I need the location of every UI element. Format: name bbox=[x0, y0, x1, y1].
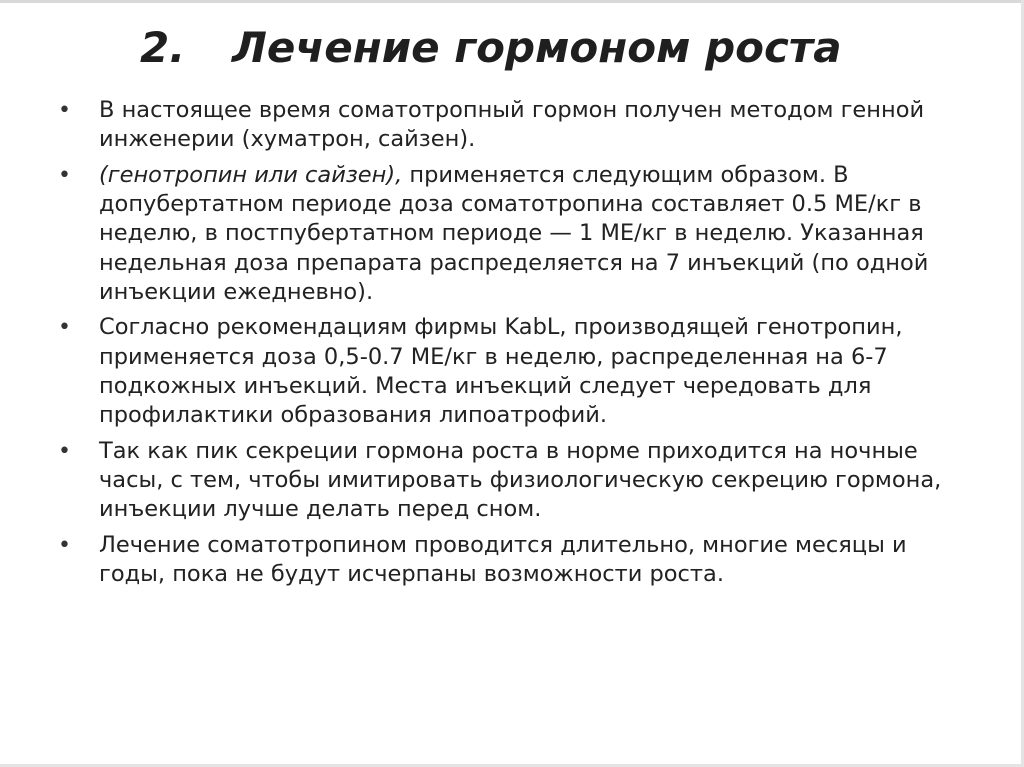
slide-title-text: Лечение гормоном роста bbox=[232, 23, 842, 72]
bullet-list bbox=[58, 96, 958, 596]
bullet-item-5 bbox=[58, 531, 958, 589]
bullet-text: применяется следующим образом. В допубертатном периоде доза соматотропина составляет 0.5 МЕ/кг в неделю, в постпубертатном периоде — 1 МЕ/кг в неделю. Указанная недельная доза препарата распределяется на 7 инъекций (по одной инъекции ежедневно). bbox=[99, 161, 929, 305]
slide-title-number: 2. bbox=[140, 23, 186, 72]
bullet-item-1 bbox=[58, 96, 958, 154]
bullet-marker: • bbox=[58, 162, 71, 188]
bullet-text: Согласно рекомендациям фирмы KabL, производящей генотропин, применяется доза 0,5-0.7 МЕ/кг в неделю, распределенная на 6-7 подкожных инъекций. Места инъекций следует чередовать для профилактики образования липоатрофий. bbox=[99, 314, 903, 429]
slide-border-top bbox=[0, 0, 1024, 3]
bullet-marker: • bbox=[58, 532, 71, 558]
bullet-text-wrapper bbox=[99, 162, 928, 305]
bullet-text: В настоящее время соматотропный гормон получен методом генной инженерии (хуматрон, сайзен). bbox=[99, 97, 925, 153]
slide-title bbox=[140, 16, 1000, 80]
bullet-item-2 bbox=[58, 161, 958, 307]
bullet-marker: • bbox=[58, 315, 71, 341]
bullet-item-4 bbox=[58, 437, 958, 525]
bullet-marker: • bbox=[58, 98, 71, 123]
bullet-text: Лечение соматотропином проводится длительно, многие месяцы и годы, пока не будут исчерпаны возможности роста. bbox=[99, 531, 907, 588]
bullet-item-3 bbox=[58, 313, 958, 430]
bullet-text: Так как пик секреции гормона роста в норме приходится на ночные часы, с тем, чтобы имитировать физиологическую секрецию гормона, инъекции лучше делать перед сном. bbox=[99, 437, 942, 523]
bullet-italic-text: (генотропин или сайзен), bbox=[99, 161, 403, 188]
bullet-marker: • bbox=[58, 438, 71, 464]
